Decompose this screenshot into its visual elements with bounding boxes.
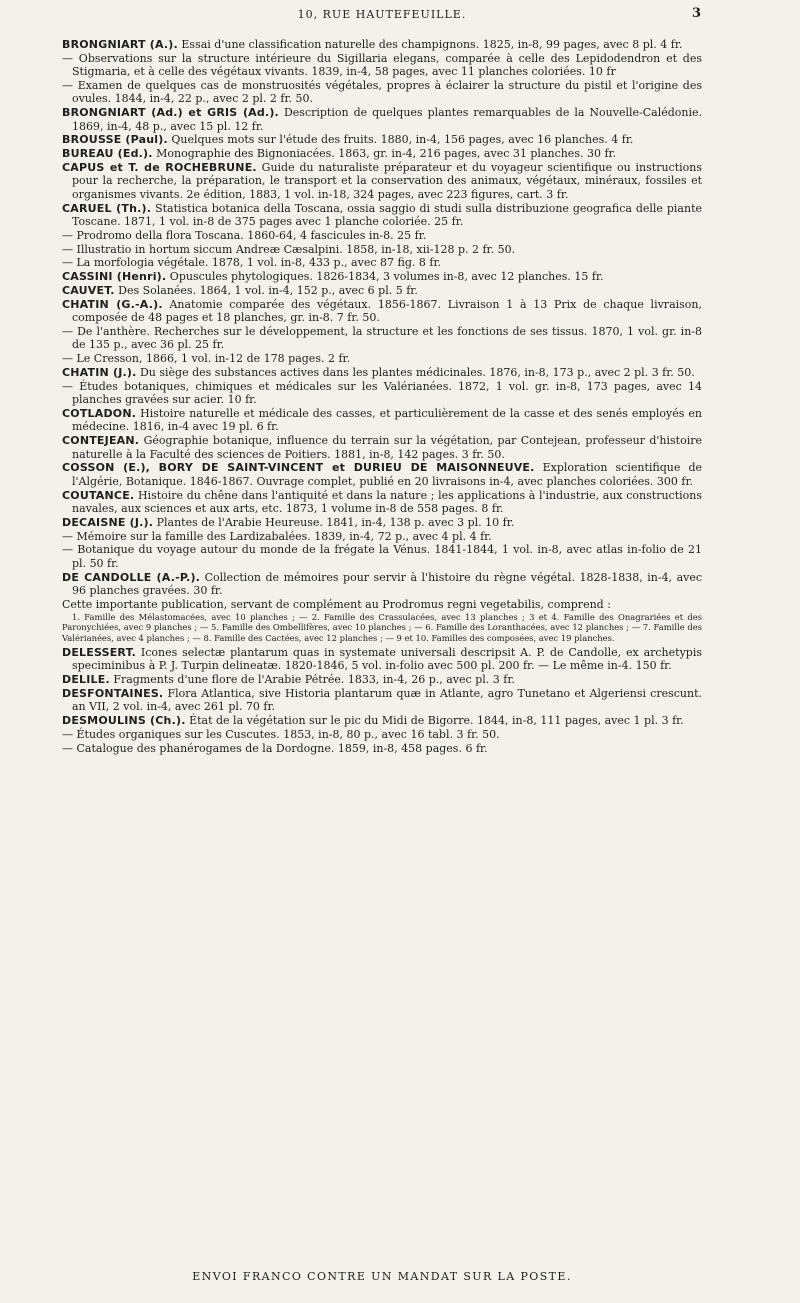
entry-author: CHATIN (J.). [62, 366, 137, 379]
entry-price: 8 fr. [481, 502, 504, 516]
catalogue-entry [62, 407, 702, 434]
entry-author: COTLADON. [62, 407, 137, 420]
entry-description: Description de quelques plantes remarquables de la Nouvelle-Calédonie. 1869, in-4, 48 p., avec 15 pl. [72, 106, 703, 133]
catalogue-entry [62, 52, 702, 79]
entry-author: BRONGNIART (A.). [62, 38, 178, 51]
entry-price: 10 fr [588, 65, 616, 79]
entry-description: Histoire du chêne dans l'antiquité et dans la nature ; les applications à l'industrie, aux constructions navales, aux sciences et aux arts, etc. 1873, 1 volume in-8 de 558 pages. [72, 488, 703, 516]
catalogue-entry [62, 742, 702, 755]
entry-price: 12 fr. [234, 119, 264, 133]
entry-author: CAPUS et T. de ROCHEBRUNE. [62, 161, 257, 174]
entry-author: CHATIN (G.-A.). [62, 297, 163, 311]
entry-price: 4 fr. [611, 133, 634, 147]
entry-price: 300 fr. [656, 474, 694, 488]
entry-author: DESFONTAINES. [62, 686, 164, 700]
entry-description: Opuscules phytologiques. 1826-1834, 3 volumes in-8, avec 12 planches. [169, 270, 571, 284]
entry-description: — Examen de quelques cas de monstruosités végétales, propres à éclairer la structure du pistil et l'origine des ovules. 1844, in-4, 22 p., avec 2 pl. [62, 79, 702, 106]
catalogue-entry [62, 489, 702, 516]
header-address: 10, RUE HAUTEFEUILLE. [297, 8, 467, 21]
catalogue-entry [62, 284, 702, 297]
entry-description: — La morfologia végétale. 1878, 1 vol. in-8, 433 p., avec 87 fig. [62, 256, 416, 270]
catalogue-entry [62, 728, 702, 741]
entry-price: 7 fr. 50. [336, 311, 380, 325]
entry-price: 30 fr. [193, 584, 223, 598]
catalogue-entry [62, 38, 702, 51]
entry-price: 25 fr. [434, 215, 464, 229]
entry-price: 25 fr. [397, 228, 427, 242]
catalogue-entry [62, 646, 702, 673]
entry-description: Exploration scientifique de l'Algérie, Botanique. 1846-1867. Ouvrage complet, publié en 20 livraisons in-4, avec planches coloriées. [72, 461, 702, 488]
catalogue-entry [62, 598, 702, 611]
entry-price: 150 fr. [635, 659, 672, 673]
entry-description: — Le Cresson, 1866, 1 vol. in-12 de 178 pages. [62, 352, 325, 366]
entry-description: Statistica botanica della Toscana, ossia saggio di studi sulla distribuzione geografica delle piante Toscane. 1871, 1 vol. in-8 de 375 pages avec 1 planche coloriée. [72, 201, 702, 229]
entry-price: 30 fr. [586, 147, 617, 161]
entry-price: 3 fr. [492, 673, 515, 687]
entry-price: 70 fr. [245, 700, 276, 714]
catalogue-entry [62, 530, 702, 543]
entry-author: CAUVET. [62, 284, 115, 297]
entry-author: COSSON (E.), BORY DE SAINT-VINCENT et DURIEU DE MAISONNEUVE. [62, 461, 535, 475]
entry-description: Icones selectæ plantarum quas in systemate universali descripsit A. P. de Candolle, ex archetypis speciminibus à P. J. Turpin delineatæ. 1820-1846, 5 vol. in-folio avec 500 pl. 200 fr. — Le même in-4. [72, 645, 702, 673]
entry-description: Monographie des Bignoniacées. 1863, gr. in-4, 216 pages, avec 31 planches. [156, 147, 584, 161]
catalogue-entry [62, 516, 702, 529]
entry-description: — De l'anthère. Recherches sur le développement, la structure et les fonctions de ses tissus. 1870, 1 vol. gr. in-8 de 135 p., avec 36 pl. [62, 325, 702, 352]
entry-price: 4 fr. [469, 529, 492, 543]
entry-author: DE CANDOLLE (A.-P.). [62, 570, 201, 584]
catalogue-entry [62, 673, 702, 686]
entry-author: DECAISNE (J.). [62, 515, 154, 529]
catalogue-entry [62, 366, 702, 379]
catalogue-entry [62, 161, 702, 201]
entry-author: CASSINI (Henri). [62, 270, 167, 284]
entry-price: 6 fr. [256, 420, 279, 434]
catalogue-entry [62, 461, 702, 488]
entry-price: 6 fr. [465, 741, 488, 755]
entry-author: COUTANCE. [62, 488, 135, 502]
entry-price: 50 fr. [89, 556, 119, 570]
entry-price: 25 fr. [195, 338, 225, 352]
entry-author: BROUSSE (Paul). [62, 133, 168, 147]
catalogue-entry [62, 298, 702, 325]
entry-price: 10 fr. [485, 515, 515, 529]
entry-description: — Prodromo della flora Toscana. 1860-64, 4 fascicules in-8. [62, 228, 394, 242]
catalogue-entry [62, 714, 702, 727]
entry-description: Histoire naturelle et médicale des casses, et particulièrement de la casse et des senés employés en médecine. 1816, in-4 avec 19 pl. [72, 407, 703, 434]
entry-description: — Mémoire sur la famille des Lardizabalées. 1839, in-4, 72 p., avec 4 pl. [62, 529, 467, 543]
entry-description: — Illustratio in hortum siccum Andreæ Cæsalpini. 1858, in-18, xii-128 p. [62, 242, 469, 256]
catalogue-entry [62, 133, 702, 146]
catalogue-entry [62, 243, 702, 256]
catalogue-entry [62, 687, 702, 714]
catalogue-entry [62, 270, 702, 283]
entry-price: 2 fr. 50. [269, 92, 314, 106]
entry-description: Flora Atlantica, sive Historia plantarum quæ in Atlante, agro Tunetano et Algeriensi crescunt. an VII, 2 vol. in-4, avec 261 pl. [72, 686, 702, 714]
entry-description: Quelques mots sur l'étude des fruits. 1880, in-4, 156 pages, avec 16 planches. [171, 133, 608, 147]
entry-description: Anatomie comparée des végétaux. 1856-1867. Livraison 1 à 13 Prix de chaque livraison, composée de 48 pages et 18 planches, gr. in-8. [72, 297, 702, 325]
entry-description: Du siège des substances actives dans les plantes médicinales. 1876, in-8, 173 p., avec 2 pl. [139, 366, 649, 379]
catalogue-entry [62, 229, 702, 242]
catalogue-entry [62, 325, 702, 352]
entry-price: 3 fr. 50. [461, 447, 505, 461]
entry-price: 3 fr. [661, 714, 684, 728]
entry-price: 5 fr. [395, 284, 418, 297]
catalogue-entry [62, 434, 702, 461]
entry-description: État de la végétation sur le pic du Midi de Bigorre. 1844, in-8, 111 pages, avec 1 pl. [189, 714, 659, 728]
entry-description: Guide du naturaliste préparateur et du voyageur scientifique ou instructions pour la recherche, la préparation, le transport et la conservation des animaux, végétaux, minéraux, fossiles et organismes vivants. 2e édition, 1883, 1 vol. in-18, 324 pages, avec 223 figures, cart. [72, 161, 702, 201]
entry-description: — Botanique du voyage autour du monde de la frégate la Vénus. 1841-1844, 1 vol. in-8, avec atlas in-folio de 21 pl. [62, 543, 702, 570]
entry-description: — Catalogue des phanérogames de la Dordogne. 1859, in-8, 458 pages. [62, 741, 462, 755]
entry-author: BRONGNIART (Ad.) et GRIS (Ad.). [62, 106, 279, 120]
prodromus-contents-note: 1. Famille des Mélastomacées, avec 10 planches ; — 2. Famille des Crassulacées, avec 13 planches ; 3 et 4. Famille des Onagrariées et des Paronychiées, avec 9 planches ; — 5. Famille des Ombellifères, avec 10 planches ; — 6. Famille des Loranthacées, avec 12 planches ; — 7. Famille des Valérianées, avec 4 planches ; — 8. Famille des Cactées, avec 12 planches ; — 9 et 10. Familles des composées, avec 19 planches. [62, 612, 702, 643]
catalogue-entry [62, 256, 702, 269]
entry-price: 3 fr. 50. [456, 727, 500, 741]
entry-price: 4 fr. [660, 38, 683, 51]
entry-author: CARUEL (Th.). [62, 201, 152, 215]
entry-price: 10 fr. [227, 393, 257, 407]
catalogue-entry [62, 202, 702, 229]
entry-description: — Études botaniques, chimiques et médicales sur les Valérianées. 1872, 1 vol. gr. in-8, 173 pages, avec 14 planches gravées sur acier. [62, 379, 702, 407]
entry-price: 2 fr. 50. [471, 242, 516, 256]
page-number: 3 [691, 6, 702, 21]
entry-author: DESMOULINS (Ch.). [62, 714, 186, 728]
entry-description: Collection de mémoires pour servir à l'histoire du règne végétal. 1828-1838, in-4, avec 96 planches gravées. [72, 570, 703, 598]
catalogue-entry [62, 106, 702, 133]
entry-description: Des Solanées. 1864, 1 vol. in-4, 152 p., avec 6 pl. [118, 284, 393, 297]
entry-price: 3 fr. [546, 187, 569, 201]
entry-description: Cette importante publication, servant de complément au Prodromus regni vegetabilis, comprend : [62, 597, 611, 611]
book-page [62, 0, 702, 1303]
catalogue-entry [62, 380, 702, 407]
catalogue-entry [62, 79, 702, 106]
catalogue-entry [62, 352, 702, 365]
entry-description: — Observations sur la structure intérieure du Sigillaria elegans, comparée à celle des Lepidodendron et des Stigmaria, et à celle des végétaux vivants. 1839, in-4, 58 pages, avec 11 planches coloriées. [62, 51, 702, 79]
catalogue-entry [62, 543, 702, 570]
footer-notice: ENVOI FRANCO CONTRE UN MANDAT SUR LA POSTE. [192, 1270, 572, 1283]
running-head [62, 6, 702, 26]
catalogue-entry [62, 571, 702, 598]
entry-description: Plantes de l'Arabie Heureuse. 1841, in-4, 138 p. avec 3 pl. [156, 515, 482, 529]
entry-price: 2 fr. [327, 352, 351, 366]
catalogue-entries [62, 38, 702, 755]
entry-description: Fragments d'une flore de l'Arabie Pétrée. 1833, in-4, 26 p., avec pl. [113, 673, 490, 687]
entry-price: 8 fr. [418, 256, 441, 270]
entry-price: 15 fr. [574, 270, 604, 284]
entry-description: Essai d'une classification naturelle des champignons. 1825, in-8, 99 pages, avec 8 pl. [181, 38, 657, 51]
entry-description: Géographie botanique, influence du terrain sur la végétation, par Contejean, professeur d'histoire naturelle à la Faculté des sciences de Poitiers. 1881, in-8, 142 pages. [72, 434, 703, 461]
entry-author: DELESSERT. [62, 645, 137, 659]
entry-description: — Études organiques sur les Cuscutes. 1853, in-8, 80 p., avec 16 tabl. [62, 727, 453, 741]
entry-price: 3 fr. 50. [651, 366, 695, 379]
entry-author: BUREAU (Ed.). [62, 147, 153, 161]
catalogue-entry [62, 147, 702, 160]
entry-author: DELILE. [62, 673, 110, 687]
entry-author: CONTEJEAN. [62, 434, 140, 448]
